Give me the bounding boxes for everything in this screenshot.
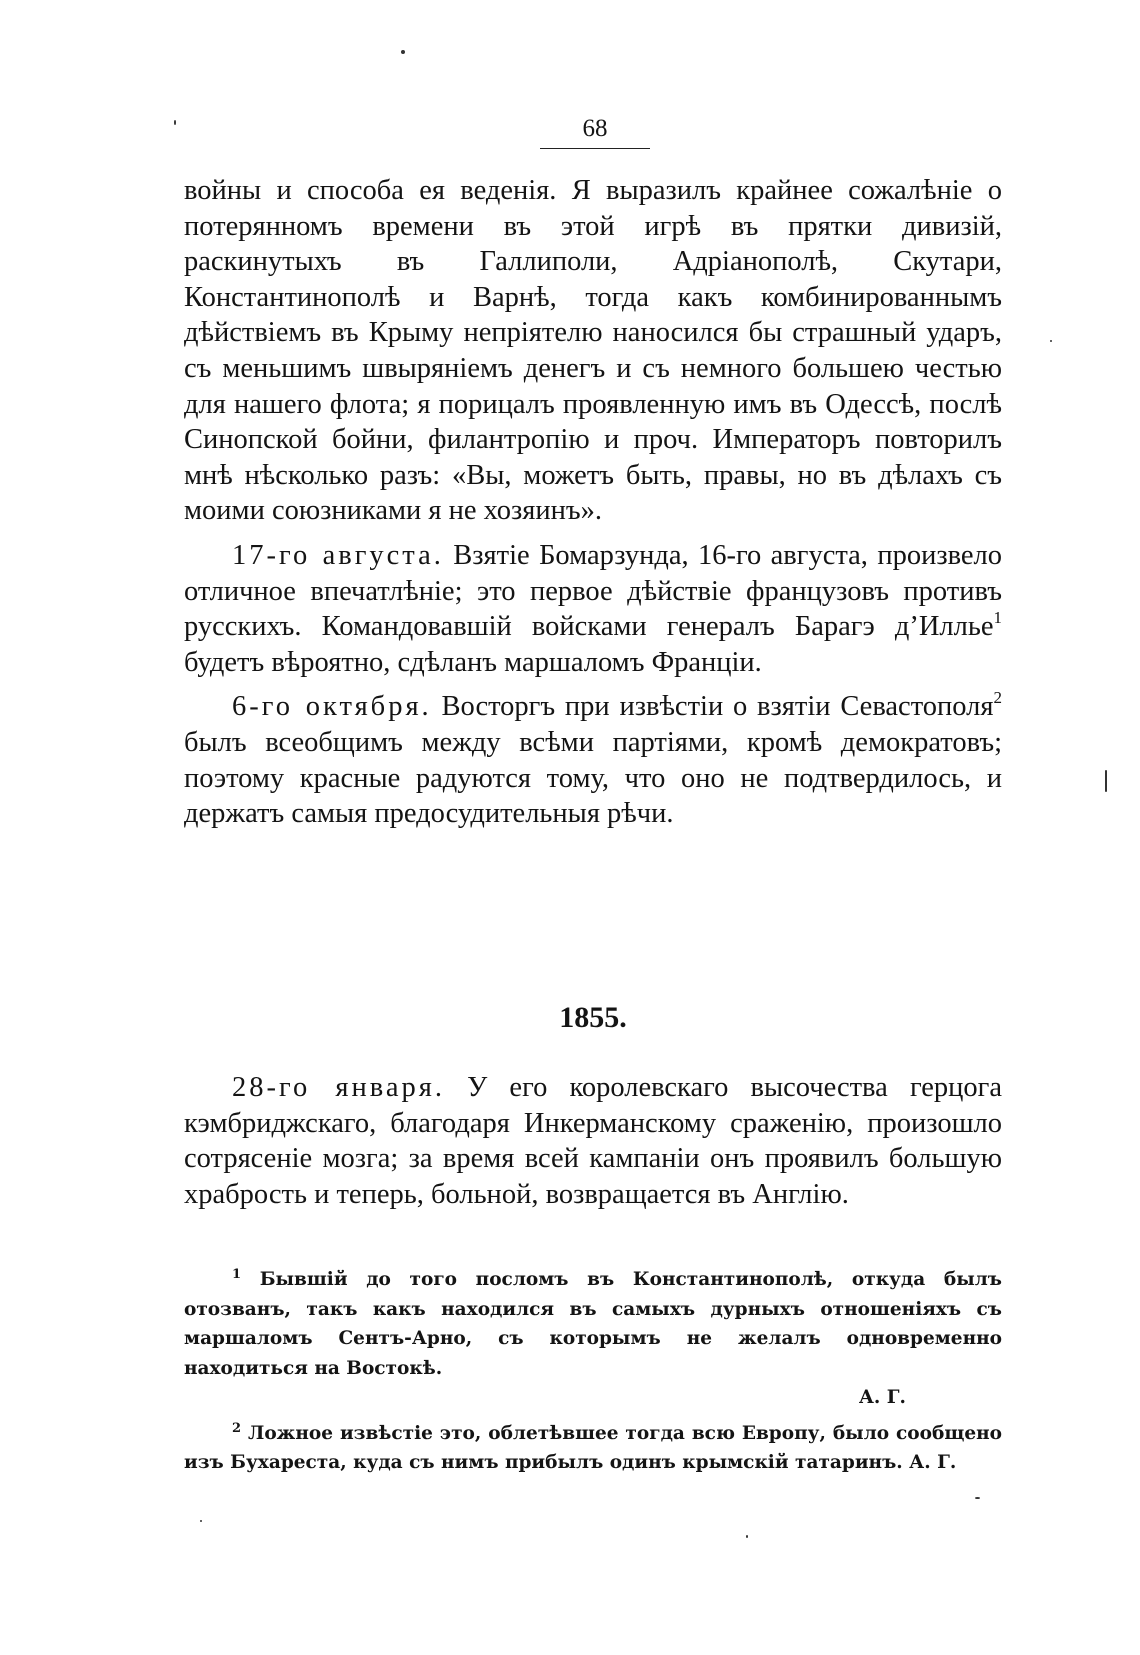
entry-date: 28-го января. bbox=[232, 1072, 445, 1103]
paragraph-text: былъ всеобщимъ между всѣми партіями, кромѣ демократовъ; поэтому красные радуются тому, что оно не подтвердилось, и держатъ самыя предосудительныя рѣчи. bbox=[184, 726, 1002, 830]
scan-speck bbox=[1050, 340, 1052, 342]
section-text bbox=[184, 1070, 1002, 1212]
scan-speck bbox=[401, 50, 405, 54]
footnote-mark: 2 bbox=[232, 1420, 242, 1436]
footnote-1 bbox=[184, 1265, 1002, 1413]
paragraph-text: будетъ вѣроятно, сдѣланъ маршаломъ Франціи. bbox=[184, 646, 762, 678]
scan-speck bbox=[975, 1497, 980, 1499]
paragraph-august-17 bbox=[184, 538, 1002, 680]
entry-date: 6-го октября. bbox=[232, 691, 432, 723]
scan-speck bbox=[200, 1520, 202, 1522]
footnote-text: Бывшій до того посломъ въ Константинополѣ, откуда былъ отозванъ, такъ какъ находился въ самыхъ дурныхъ отношеніяхъ съ маршаломъ Сентъ-Арно, съ которымъ не желалъ одновременно находиться на Востокѣ. bbox=[184, 1269, 1002, 1379]
scan-speck bbox=[1105, 770, 1107, 792]
footnote-ref-2: 2 bbox=[993, 688, 1002, 708]
paragraph-continuation: войны и способа ея веденія. Я выразилъ крайнее сожалѣніе о потерянномъ времени въ этой игрѣ въ прятки дивизій, раскинутыхъ въ Галлиполи, Адріанополѣ, Скутари, Константинополѣ и Варнѣ, тогда какъ комбинированнымъ дѣйствіемъ въ Крыму непріятелю наносился бы страшный ударъ, съ меньшимъ швыряніемъ денегъ и съ немного большею честью для нашего флота; я порицалъ проявленную имъ въ Одессѣ, послѣ Синопской бойни, филантропію и проч. Императоръ повторилъ мнѣ нѣсколько разъ: «Вы, можетъ быть, правы, но въ дѣлахъ съ моими союзниками я не хозяинъ». bbox=[184, 175, 1002, 527]
year-heading: 1855. bbox=[559, 1001, 627, 1034]
paragraph-january-28 bbox=[184, 1070, 1002, 1212]
footnote-ref-1: 1 bbox=[993, 608, 1002, 628]
footnote-mark: 1 bbox=[232, 1267, 242, 1282]
scan-speck bbox=[174, 120, 176, 125]
footnotes bbox=[184, 1265, 1002, 1478]
footnote-text: Ложное извѣстіе это, облетѣвшее тогда всю Европу, было сообщено изъ Бухареста, куда съ нимъ прибылъ одинъ крымскій татаринъ. А. Г. bbox=[184, 1422, 1002, 1473]
scan-speck bbox=[746, 1535, 748, 1538]
main-text bbox=[184, 173, 1002, 832]
footnote-signature: А. Г. bbox=[858, 1387, 906, 1408]
page-number: 68 bbox=[540, 114, 650, 149]
paragraph-text: Восторгъ при извѣстіи о взятіи Севастополя bbox=[431, 691, 994, 723]
paragraph-text: У его королевскаго высочества герцога кэмбриджскаго, благодаря Инкерманскому сраженію, произошло сотрясеніе мозга; за время всей кампаніи онъ проявилъ большую храбрость и теперь, больной, возвращается въ Англію. bbox=[184, 1072, 1002, 1210]
entry-date: 17-го августа. bbox=[232, 539, 444, 571]
paragraph-october-6 bbox=[184, 689, 1002, 831]
footnote-2 bbox=[184, 1419, 1002, 1478]
paragraph-text: Взятіе Бомарзунда, 16-го августа, произвело отличное впечатлѣніе; это первое дѣйствіе французовъ противъ русскихъ. Командовавшій войсками генералъ Барагэ д’Иллье bbox=[184, 539, 1002, 643]
